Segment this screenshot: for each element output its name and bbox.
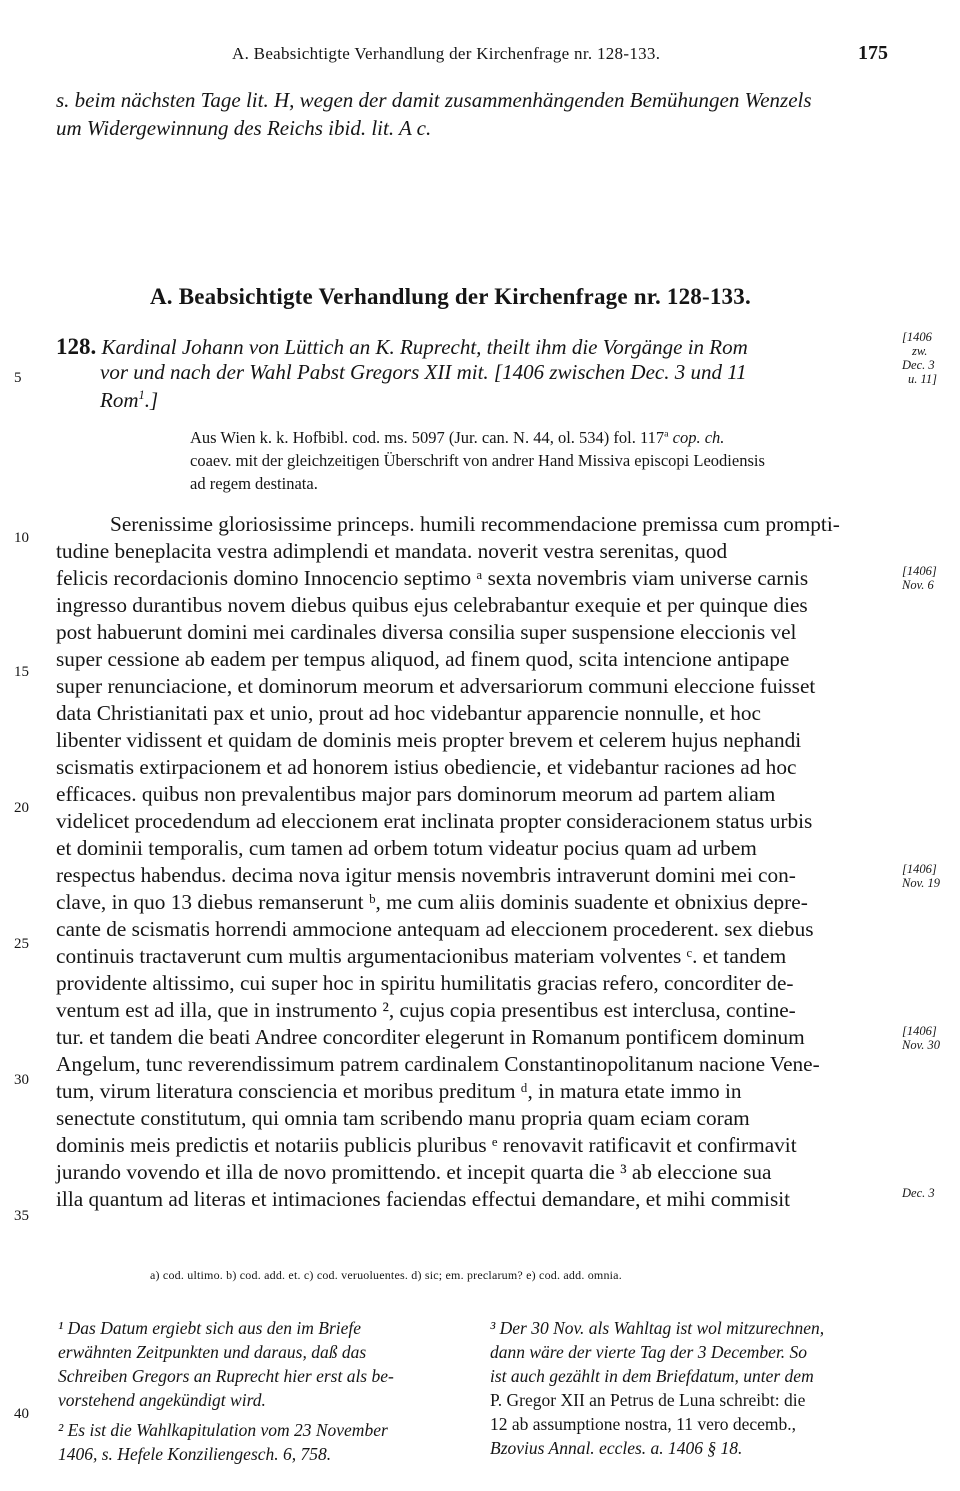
document-number: 128. <box>56 334 97 359</box>
footnote-line: Bzovius Annal. eccles. a. 1406 § 18. <box>490 1438 743 1458</box>
footnote-line: 12 ab assumptione nostra, 11 vero decemb., <box>490 1414 797 1434</box>
margin-date-part: Dec. 3 <box>902 358 935 372</box>
margin-date <box>902 330 958 386</box>
body-line: post habuerunt domini mei cardinales diversa consilia super suspensione eleccionis vel <box>56 620 797 644</box>
section-heading: A. Beabsichtigte Verhandlung der Kirchenfrage nr. 128-133. <box>150 284 751 309</box>
body-line: tudine beneplacita vestra adimplendi et mandata. noverit vestra serenitas, quod <box>56 539 728 563</box>
document-title-line <box>100 388 158 413</box>
carryover-line: um Widergewinnung des Reichs ibid. lit. A c. <box>56 116 432 140</box>
critical-apparatus: a) cod. ultimo. b) cod. add. et. c) cod. veruoluentes. d) sic; em. preclarum? e) cod. add. omnia. <box>150 1268 622 1282</box>
margin-date-part: [1406 <box>902 330 932 344</box>
margin-date-part: [1406] <box>902 1024 937 1038</box>
source-line: coaev. mit der gleichzeitigen Überschrift von andrer Hand Missiva episcopi Leodiensis <box>190 451 765 470</box>
footnote-line: ist auch gezählt in dem Briefdatum, unter dem <box>490 1366 814 1386</box>
body-line: ingresso durantibus novem diebus quibus ejus celebrabantur exequie et per quinque dies <box>56 593 808 617</box>
body-line: super cessione ab eadem per tempus aliquod, ad finem quod, scita intencione antipape <box>56 647 790 671</box>
footnote-line: dann wäre der vierte Tag der 3 December. So <box>490 1342 808 1362</box>
body-line: illa quantum ad literas et intimaciones faciendas effectui demandare, et mihi commisit <box>56 1187 791 1211</box>
body-line: Serenissime gloriosissime princeps. humili recommendacione premissa cum prompti- <box>110 512 840 536</box>
body-line: super renunciacione, et dominorum meorum et adversariorum communi eleccione fuisset <box>56 674 816 698</box>
body-line: tur. et tandem die beati Andree concorditer elegerunt in Romanum pontificem dominum <box>56 1025 805 1049</box>
body-line: efficaces. quibus non prevalentibus major pars dominorum meorum ad partem aliam <box>56 782 776 806</box>
body-line: videlicet procedendum ad eleccionem erat inclinata propter consideracionem status urbis <box>56 809 813 833</box>
margin-date-part: Nov. 30 <box>902 1038 940 1052</box>
body-line: ventum est ad illa, que in instrumento ², cujus copia presentibus est interclusa, contine- <box>56 998 796 1022</box>
body-line: clave, in quo 13 diebus remanserunt ᵇ, me cum aliis dominis suadente et obnixius depre- <box>56 890 808 914</box>
line-number: 35 <box>14 1208 29 1224</box>
body-line: cante de scismatis horrendi ammocione antequam ad eleccionem procederent. sex diebus <box>56 917 814 941</box>
body-line: providente altissimo, cui super hoc in spiritu humilitatis gracias refero, concorditer de- <box>56 971 794 995</box>
footnote-line: vorstehend angekündigt wird. <box>58 1390 266 1410</box>
margin-date <box>902 1186 958 1200</box>
line-number: 20 <box>14 800 29 816</box>
source-text: Aus Wien k. k. Hofbibl. cod. ms. 5097 (Jur. can. N. 44, ol. 534) fol. 117 <box>190 428 665 447</box>
source-folio-sup: a <box>664 428 669 440</box>
body-line: et dominii temporalis, cum tamen ad orbem totum videatur pocius quam ad urbem <box>56 836 757 860</box>
body-line: continuis tractaverunt cum multis argumentacionibus materiam volventes ᶜ. et tandem <box>56 944 787 968</box>
document-title-line: vor und nach der Wahl Pabst Gregors XII mit. [1406 zwischen Dec. 3 und 11 <box>100 360 747 384</box>
body-line: tum, virum literatura consciencia et moribus preditum ᵈ, in matura etate immo in <box>56 1079 742 1103</box>
margin-date <box>902 564 958 592</box>
carryover-line: s. beim nächsten Tage lit. H, wegen der damit zusammenhängenden Bemühungen Wenzels <box>56 88 812 112</box>
running-title: A. Beabsichtigte Verhandlung der Kirchenfrage nr. 128-133. <box>232 44 661 63</box>
footnote-line: P. Gregor XII an Petrus de Luna schreibt: die <box>490 1390 806 1410</box>
footnote-line: 1406, s. Hefele Konziliengesch. 6, 758. <box>58 1444 332 1464</box>
document-title-text: Kardinal Johann von Lüttich an K. Ruprecht, theilt ihm die Vorgänge in Rom <box>101 335 748 359</box>
margin-date-part: Nov. 6 <box>902 578 934 592</box>
margin-date-part: [1406] <box>902 862 937 876</box>
margin-date-part: zw. <box>912 344 928 358</box>
document-title-text: Rom <box>100 388 139 412</box>
source-text: cop. ch. <box>668 428 725 447</box>
margin-date-part: [1406] <box>902 564 937 578</box>
footnote-ref: 1 <box>138 388 145 402</box>
footnote-line: Schreiben Gregors an Ruprecht hier erst als be- <box>58 1366 394 1386</box>
margin-date <box>902 1024 958 1052</box>
footnote-line: ² Es ist die Wahlkapitulation vom 23 November <box>58 1420 388 1440</box>
body-line: respectus habendus. decima nova igitur mensis novembris intraverunt domini mei con- <box>56 863 796 887</box>
document-title-end: .] <box>144 388 159 412</box>
body-line: senectute constitutum, qui omnia tam scribendo manu propria quam eciam coram <box>56 1106 750 1130</box>
line-number: 15 <box>14 664 29 680</box>
margin-date-part: Dec. 3 <box>902 1186 935 1200</box>
footnote-line: ¹ Das Datum ergiebt sich aus den im Briefe <box>58 1318 362 1338</box>
footnote-line: ³ Der 30 Nov. als Wahltag ist wol mitzurechnen, <box>490 1318 825 1338</box>
source-line: ad regem destinata. <box>190 474 318 493</box>
body-line: scismatis extirpacionem et ad honorem istius obediencie, et videbantur raciones ad hoc <box>56 755 797 779</box>
footnote-line: erwähnten Zeitpunkten und daraus, daß das <box>58 1342 367 1362</box>
body-line: Angelum, tunc reverendissimum patrem cardinalem Constantinopolitanum nacione Vene- <box>56 1052 820 1076</box>
line-number: 30 <box>14 1072 29 1088</box>
source-line <box>190 428 724 448</box>
body-line: libenter vidissent et quidam de dominis meis propter brevem et celerem hujus nephandi <box>56 728 802 752</box>
margin-date-part: u. 11] <box>908 372 937 386</box>
body-line: dominis meis predictis et notariis publicis pluribus ᵉ renovavit ratificavit et confirmavit <box>56 1133 797 1157</box>
body-line: data Christianitati pax et unio, prout ad hoc videbantur apparencie nonnulle, et hoc <box>56 701 761 725</box>
page-number: 175 <box>858 42 888 64</box>
line-number: 25 <box>14 936 29 952</box>
line-number: 40 <box>14 1406 29 1422</box>
body-line: felicis recordacionis domino Innocencio septimo ᵃ sexta novembris viam universe carnis <box>56 566 809 590</box>
line-number: 10 <box>14 530 29 546</box>
body-line: jurando vovendo et illa de novo promittendo. et incepit quarta die ³ ab eleccione sua <box>56 1160 772 1184</box>
margin-date <box>902 862 958 890</box>
document-title-line <box>56 334 748 360</box>
margin-date-part: Nov. 19 <box>902 876 940 890</box>
line-number: 5 <box>14 370 22 386</box>
